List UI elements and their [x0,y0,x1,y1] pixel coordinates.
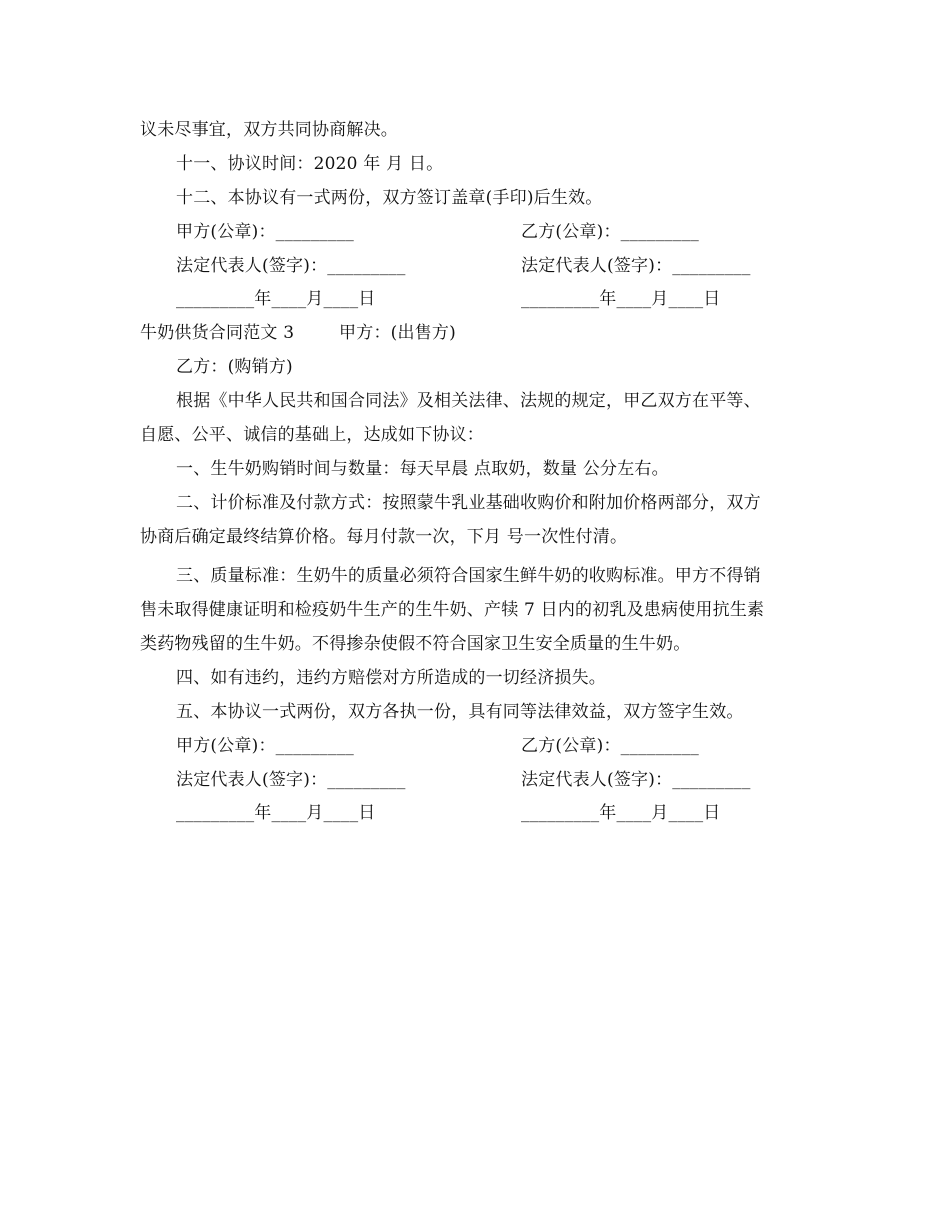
party-a-representative-line: 法定代表人(签字)：_________ [176,770,406,790]
party-a-date-line: _________年____月____日 [176,289,376,309]
clause-4: 四、如有违约，违约方赔偿对方所造成的一切经济损失。 [176,668,606,688]
contract-heading: 牛奶供货合同范文 3 甲方：(出售方) [140,323,456,343]
clause-1: 一、生牛奶购销时间与数量：每天早晨 点取奶，数量 公分左右。 [176,459,669,479]
clause-3-line-1: 三、质量标准：生奶牛的质量必须符合国家生鲜牛奶的收购标准。甲方不得销 [176,566,761,586]
clause-5: 五、本协议一式两份，双方各执一份，具有同等法律效益，双方签字生效。 [176,702,744,722]
party-b-representative-line: 法定代表人(签字)：_________ [521,256,751,276]
party-b-label: 乙方：(购销方) [176,357,293,377]
clause-3-line-3: 类药物残留的生牛奶。不得掺杂使假不符合国家卫生安全质量的生牛奶。 [140,634,691,654]
party-b-date-line: _________年____月____日 [521,803,721,823]
clause-2-line-2: 协商后确定最终结算价格。每月付款一次，下月 号一次性付清。 [140,527,628,547]
party-b-seal-line: 乙方(公章)：_________ [521,222,699,242]
paragraph-continuation: 议未尽事宜，双方共同协商解决。 [140,120,398,140]
preamble-line-1: 根据《中华人民共和国合同法》及相关法律、法规的规定，甲乙双方在平等、 [176,391,761,411]
clause-11: 十一、协议时间：2020 年 月 日。 [176,154,444,174]
clause-2-line-1: 二、计价标准及付款方式：按照蒙牛乳业基础收购价和附加价格两部分，双方 [176,493,761,513]
party-b-seal-line: 乙方(公章)：_________ [521,736,699,756]
clause-3-line-2: 售未取得健康证明和检疫奶牛生产的生牛奶、产犊 7 日内的初乳及患病使用抗生素 [140,600,765,620]
clause-12: 十二、本协议有一式两份，双方签订盖章(手印)后生效。 [176,188,603,208]
party-a-seal-line: 甲方(公章)：_________ [176,736,354,756]
party-b-date-line: _________年____月____日 [521,289,721,309]
party-a-seal-line: 甲方(公章)：_________ [176,222,354,242]
party-a-date-line: _________年____月____日 [176,803,376,823]
party-b-representative-line: 法定代表人(签字)：_________ [521,770,751,790]
party-a-representative-line: 法定代表人(签字)：_________ [176,256,406,276]
preamble-line-2: 自愿、公平、诚信的基础上，达成如下协议： [140,425,484,445]
